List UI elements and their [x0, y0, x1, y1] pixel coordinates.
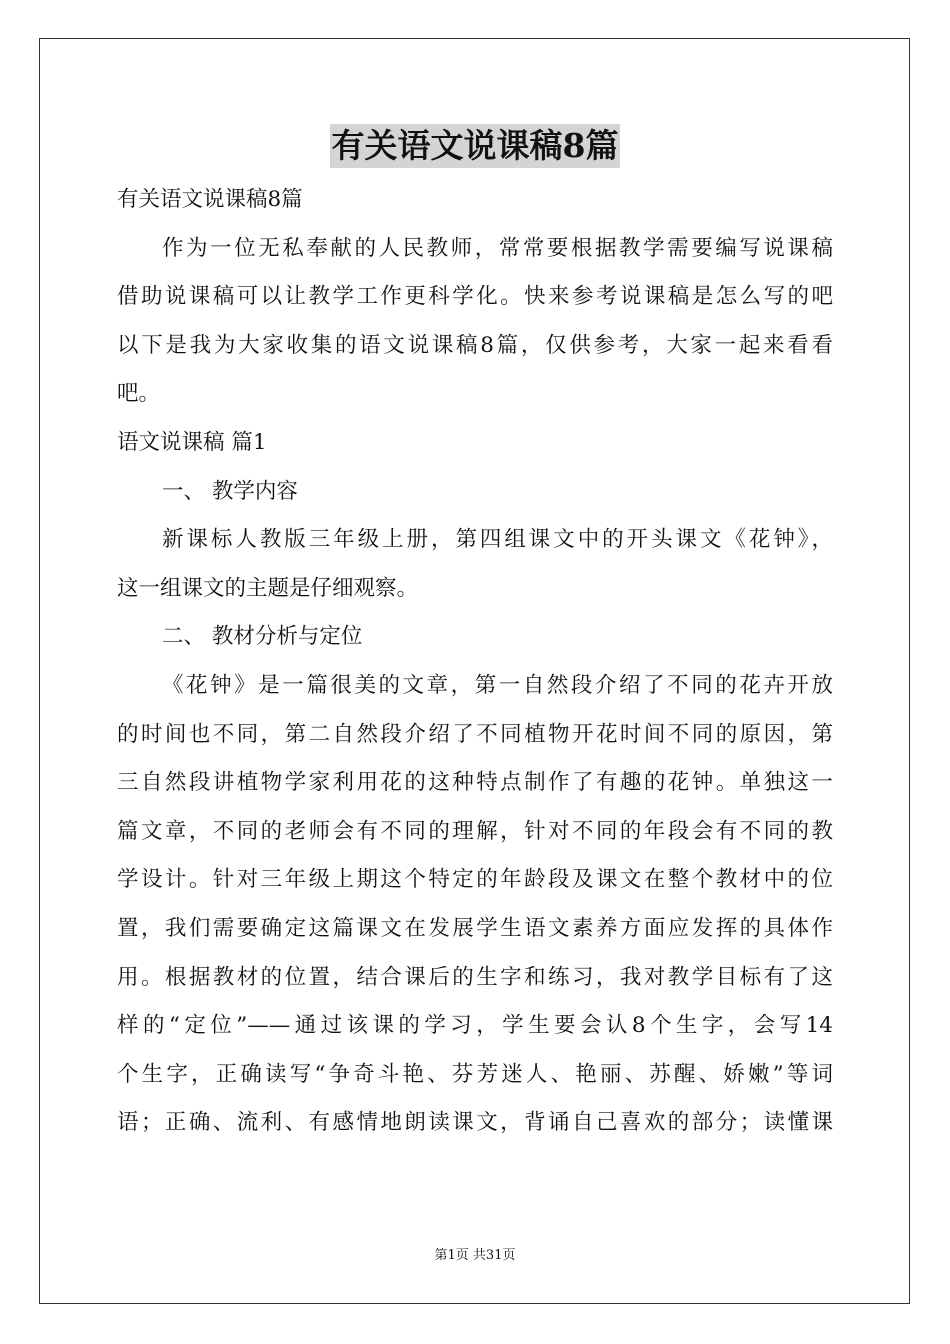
text-line: 语文说课稿 篇1	[117, 429, 267, 455]
text-line: 的时间也不同，第二自然段介绍了不同植物开花时间不同的原因，第	[117, 721, 833, 747]
text-line: 置，我们需要确定这篇课文在发展学生语文素养方面应发挥的具体作	[117, 915, 833, 941]
page-footer: 第1页 共31页	[434, 1248, 516, 1263]
text-line: 这一组课文的主题是仔细观察。	[117, 575, 419, 601]
title-container	[0, 124, 950, 168]
text-line: 吧。	[117, 381, 161, 407]
text-line: 作为一位无私奉献的人民教师，常常要根据教学需要编写说课稿	[162, 235, 833, 261]
text-line: 二、 教材分析与定位	[162, 624, 363, 650]
text-line: 以下是我为大家收集的语文说课稿8篇，仅供参考，大家一起来看看	[117, 332, 833, 358]
text-line: 篇文章，不同的老师会有不同的理解，针对不同的年段会有不同的教	[117, 818, 833, 844]
text-line: 新课标人教版三年级上册，第四组课文中的开头课文《花钟》，	[162, 527, 833, 553]
text-line: 一、 教学内容	[162, 478, 298, 504]
text-line: 有关语文说课稿8篇	[117, 187, 303, 212]
document-title: 有关语文说课稿8篇	[330, 124, 621, 168]
text-line: 《花钟》是一篇很美的文章，第一自然段介绍了不同的花卉开放	[162, 672, 833, 698]
text-line: 样的“定位”——通过该课的学习，学生要会认8个生字，会写14	[117, 1013, 833, 1039]
document-body	[117, 176, 833, 1148]
text-line: 三自然段讲植物学家利用花的这种特点制作了有趣的花钟。单独这一	[117, 770, 833, 796]
text-line: 用。根据教材的位置，结合课后的生字和练习，我对教学目标有了这	[117, 964, 833, 990]
text-line: 个生字，正确读写“争奇斗艳、芬芳迷人、艳丽、苏醒、娇嫩”等词	[117, 1061, 833, 1087]
text-line: 语；正确、流利、有感情地朗读课文，背诵自己喜欢的部分；读懂课	[117, 1110, 833, 1136]
text-line: 借助说课稿可以让教学工作更科学化。快来参考说课稿是怎么写的吧	[117, 284, 833, 310]
text-line: 学设计。针对三年级上期这个特定的年龄段及课文在整个教材中的位	[117, 867, 833, 893]
